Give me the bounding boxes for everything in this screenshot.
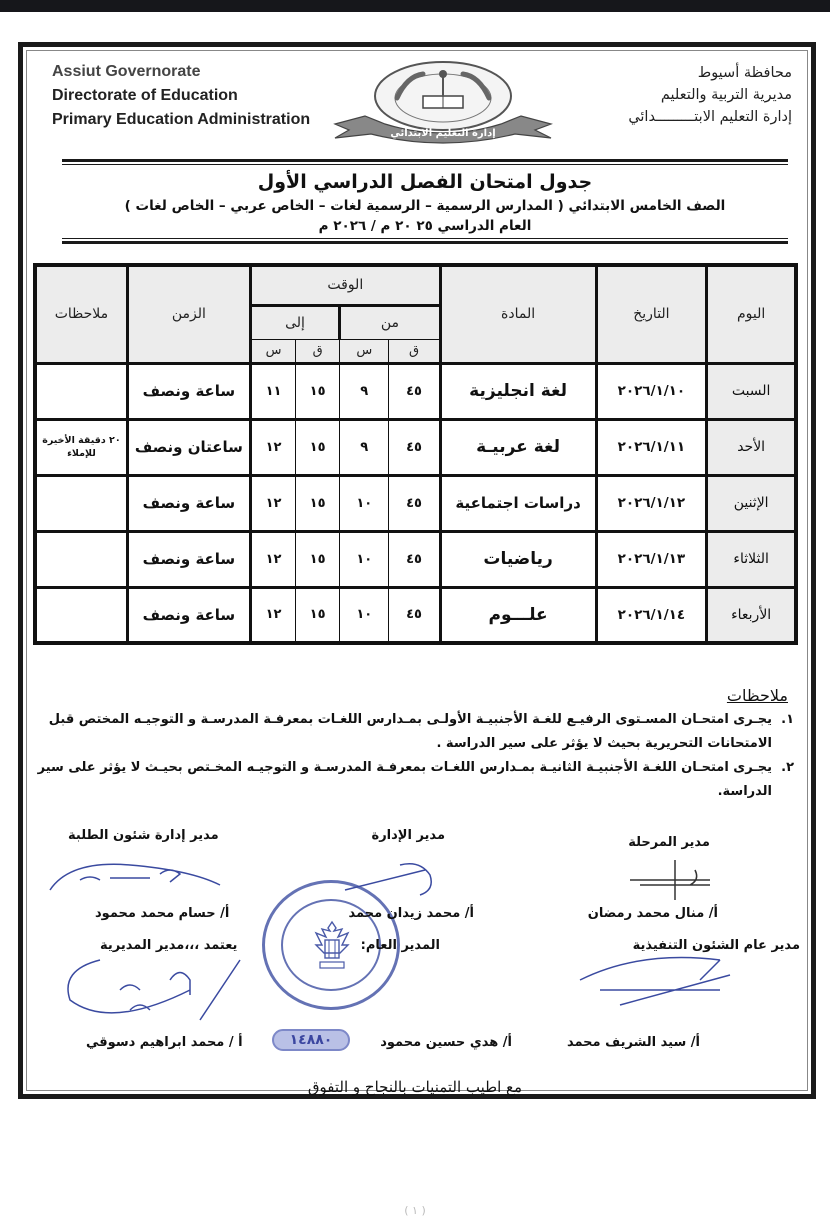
cell-to-hour: ١١	[250, 363, 295, 419]
header-english	[52, 60, 310, 132]
cell-notes	[35, 531, 127, 587]
header-en-directorate: Directorate of Education	[52, 87, 238, 104]
cell-to-hour: ١٢	[250, 475, 295, 531]
note-number: ١.	[781, 712, 794, 727]
table-row	[35, 419, 796, 475]
sig-title-executive-affairs: مدير عام الشئون التنفيذية	[632, 938, 800, 953]
header-date: التاريخ	[596, 265, 707, 363]
table-row	[35, 363, 796, 419]
eagle-emblem-icon	[312, 920, 352, 975]
signature-scribble-icon	[40, 950, 280, 1030]
cell-to-minute: ١٥	[296, 475, 340, 531]
cell-subject: دراسات اجتماعية	[440, 475, 596, 531]
cell-subject: لغة انجليزية	[440, 363, 596, 419]
education-logo-icon	[325, 58, 555, 150]
cell-to-hour: ١٢	[250, 587, 295, 643]
signature-scribble-icon	[40, 850, 240, 910]
table-row	[35, 475, 796, 531]
cell-from-minute: ٤٥	[389, 475, 440, 531]
cell-from-minute: ٤٥	[389, 419, 440, 475]
cell-date: ٢٠٢٦/١/١٢	[596, 475, 707, 531]
signature-scribble-icon	[560, 950, 760, 1020]
cell-to-hour: ١٢	[250, 531, 295, 587]
cell-from-hour: ١٠	[340, 587, 389, 643]
header-ar-administration: إدارة التعليم الابتـــــــــدائي	[628, 109, 792, 125]
cell-day: السبت	[707, 363, 796, 419]
cell-notes: ٢٠ دقيقة الأخيرة للإملاء	[35, 419, 127, 475]
title-rule-bottom-thin	[62, 238, 788, 239]
header-from-minute: ق	[389, 339, 440, 363]
sig-name-executive-affairs: أ/ سيد الشريف محمد	[566, 1035, 700, 1050]
sig-name-general-director: أ/ هدي حسين محمود	[380, 1035, 512, 1050]
page-number: ( ١ )	[404, 1204, 426, 1217]
cell-duration: ساعة ونصف	[127, 363, 250, 419]
cell-subject: لغة عربيـة	[440, 419, 596, 475]
cell-from-minute: ٤٥	[389, 531, 440, 587]
cell-from-minute: ٤٥	[389, 587, 440, 643]
cell-to-minute: ١٥	[296, 587, 340, 643]
sig-title-general-director: المدير العام:	[360, 938, 440, 953]
cell-subject: رياضيات	[440, 531, 596, 587]
header-to-minute: ق	[296, 339, 340, 363]
cell-notes	[35, 475, 127, 531]
page-title: جدول امتحان الفصل الدراسي الأول	[257, 171, 593, 193]
cell-to-minute: ١٥	[296, 363, 340, 419]
header-from-hour: س	[340, 339, 389, 363]
header-to-hour: س	[250, 339, 295, 363]
header-en-governorate: Assiut Governorate	[52, 63, 201, 80]
cell-duration: ساعة ونصف	[127, 531, 250, 587]
signature-scribble-icon	[340, 855, 450, 905]
cell-date: ٢٠٢٦/١/١١	[596, 419, 707, 475]
sig-name-admin-director: أ/ محمد زيدان محمد	[348, 906, 474, 921]
closing-wishes: مع اطيب التمنيات بالنجاح و التفوق	[307, 1078, 523, 1096]
top-bar	[0, 0, 830, 12]
header-ar-governorate: محافظة أسيوط	[697, 65, 792, 81]
notes-list	[34, 708, 794, 804]
table-header-row	[35, 265, 796, 305]
header-en-administration: Primary Education Administration	[52, 111, 311, 128]
header-from: من	[340, 305, 440, 339]
sig-title-admin-director: مدير الإدارة	[371, 828, 445, 843]
sig-title-directorate-head: يعتمد ،،،مدير المديرية	[100, 938, 238, 953]
note-text: يجـرى امتحـان المسـتوى الرفيـع للغـة الأجنبيـة الأولـى بمـدارس اللغـات بمعرفـة المدرسـة و التوجيـه المختص قبل الامتحانات التحريرية بحيث لا يؤثر على سير الدراسة .	[48, 712, 772, 751]
cell-day: الأحد	[707, 419, 796, 475]
header-day: اليوم	[707, 265, 796, 363]
sig-title-stage-director: مدير المرحلة	[628, 835, 710, 850]
title-rule-bottom	[62, 241, 788, 244]
cell-from-hour: ٩	[340, 419, 389, 475]
cell-duration: ساعتان ونصف	[127, 419, 250, 475]
header-to: إلى	[250, 305, 339, 339]
sig-name-stage-director: أ/ منال محمد رمضان	[587, 906, 718, 921]
title-block	[62, 168, 788, 236]
header-arabic	[628, 62, 792, 128]
exam-schedule-table	[33, 263, 798, 645]
cell-to-minute: ١٥	[296, 419, 340, 475]
header-duration: الزمن	[127, 265, 250, 363]
number-stamp: ١٤٨٨٠	[272, 1029, 350, 1051]
header-time: الوقت	[250, 265, 440, 305]
note-item	[34, 756, 794, 804]
header-ar-directorate: مديرية التربية والتعليم	[660, 87, 792, 103]
cell-day: الإثنين	[707, 475, 796, 531]
sig-name-directorate-head: أ / محمد ابراهيم دسوقي	[86, 1035, 243, 1050]
cell-from-minute: ٤٥	[389, 363, 440, 419]
header-subject: المادة	[440, 265, 596, 363]
title-rule-top-thin	[62, 164, 788, 165]
cell-to-hour: ١٢	[250, 419, 295, 475]
sig-title-student-affairs: مدير إدارة شئون الطلبة	[68, 828, 219, 843]
cell-subject: علـــوم	[440, 587, 596, 643]
cell-from-hour: ١٠	[340, 475, 389, 531]
header-notes: ملاحظات	[35, 265, 127, 363]
cell-duration: ساعة ونصف	[127, 475, 250, 531]
cell-from-hour: ٩	[340, 363, 389, 419]
cell-notes	[35, 363, 127, 419]
grade-subtitle: الصف الخامس الابتدائي ( المدارس الرسمية – الرسمية لغات – الخاص عربي – الخاص لغات )	[124, 198, 726, 214]
cell-date: ٢٠٢٦/١/١٤	[596, 587, 707, 643]
cell-to-minute: ١٥	[296, 531, 340, 587]
sig-name-student-affairs: أ/ حسام محمد محمود	[95, 906, 230, 921]
cell-duration: ساعة ونصف	[127, 587, 250, 643]
academic-year: العام الدراسي ٢٥ ٢٠ م / ٢٠٢٦ م	[318, 218, 532, 234]
table-row	[35, 531, 796, 587]
notes-title: ملاحظات	[726, 686, 788, 705]
note-number: ٢.	[781, 760, 794, 775]
notes-section	[34, 684, 794, 804]
cell-day: الأربعاء	[707, 587, 796, 643]
cell-day: الثلاثاء	[707, 531, 796, 587]
signature-scribble-icon	[620, 855, 730, 905]
cell-from-hour: ١٠	[340, 531, 389, 587]
note-text: يجـرى امتحـان اللغـة الأجنبيـة الثانيـة بمـدارس اللغـات بمعرفـة المدرسـة و التوجيـه المخـتص بحيـث لا يؤثر على سير الدراسة.	[37, 760, 772, 799]
title-rule-top	[62, 159, 788, 162]
cell-notes	[35, 587, 127, 643]
cell-date: ٢٠٢٦/١/١٠	[596, 363, 707, 419]
cell-date: ٢٠٢٦/١/١٣	[596, 531, 707, 587]
svg-text:إدارة التعليم الابتدائي: إدارة التعليم الابتدائي	[390, 128, 496, 139]
table-row	[35, 587, 796, 643]
note-item	[34, 708, 794, 756]
